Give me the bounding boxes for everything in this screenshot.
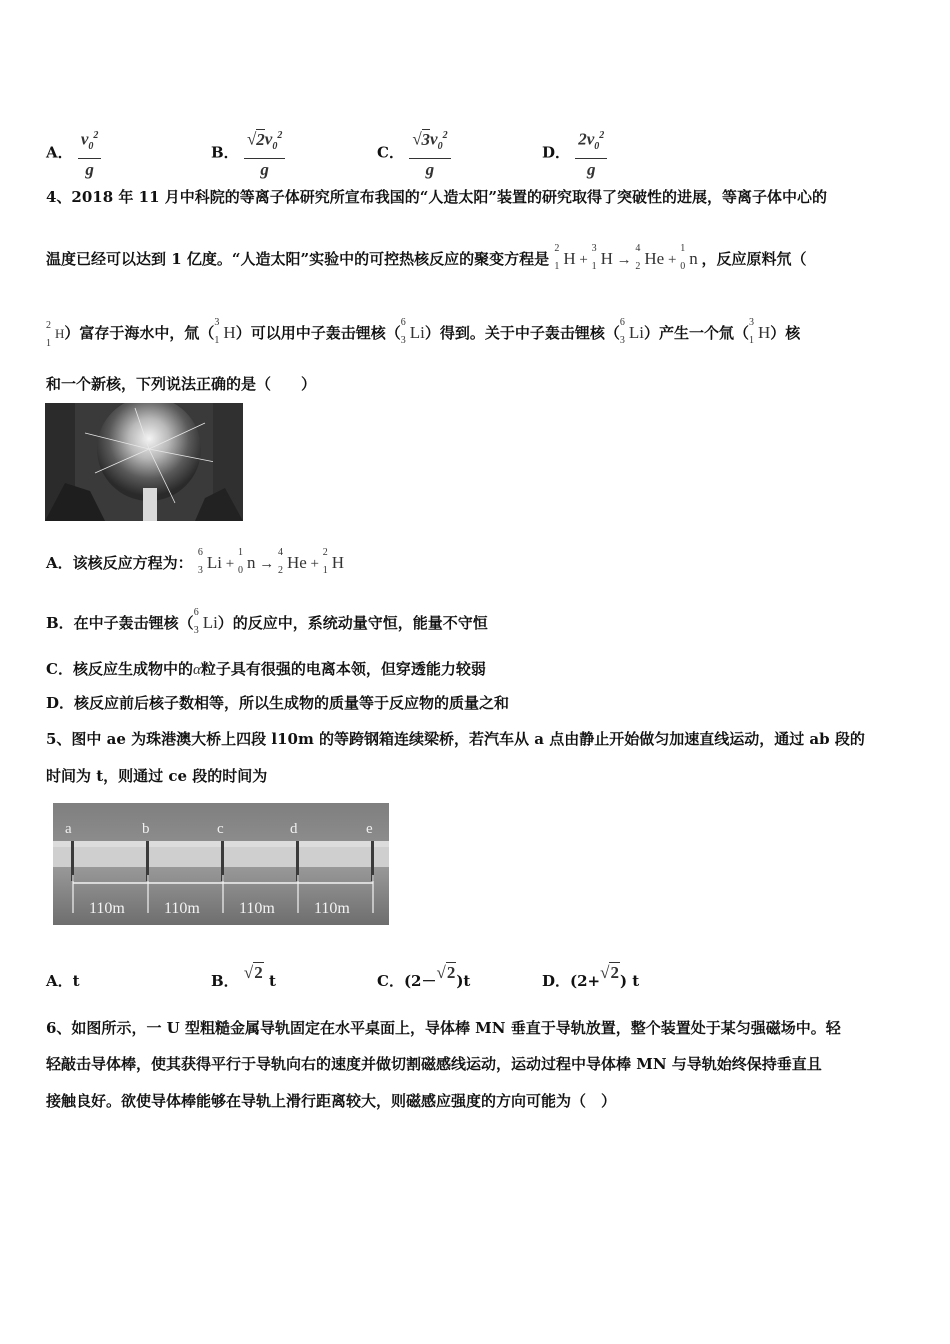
q5-option-c: C．(2－√2)t xyxy=(377,963,471,990)
q3-option-a: A． $\frac{v_0^2}{g}$ xyxy=(46,126,101,181)
plasma-ball-photo xyxy=(45,403,243,521)
q3-option-c-formula: $\frac{√3v_0^2}{g}$ xyxy=(409,126,450,181)
span-label-3: 110m xyxy=(239,900,275,917)
bridge-photo xyxy=(53,803,389,925)
q6-line-2: 轻敲击导体棒，使其获得平行于导轨向右的速度并做切割磁感线运动，运动过程中导体棒 MN 与导轨始终保持垂直且 xyxy=(46,1055,822,1073)
q5-line-2: 时间为 t，则通过 ce 段的时间为 xyxy=(46,767,268,785)
q4-option-a: A．该核反应方程为： 6 3 Li + 1 0 n → 4 2 He + 2 1 H xyxy=(46,547,345,576)
q3-option-d-formula: $\frac{2v_0^2}{g}$ xyxy=(575,126,607,181)
q3-option-b: B． $\frac{√2v_0^2}{g}$ xyxy=(211,126,285,181)
span-label-2: 110m xyxy=(164,900,200,917)
option-a-equation: 6 3 Li + 1 0 n → 4 2 He + 2 1 H xyxy=(197,547,345,576)
bridge-point-a: a xyxy=(65,821,72,837)
q4-line-2: 温度已经可以达到 1 亿度。“人造太阳”实验中的可控热核反应的聚变方程是 2 1 H + 3 1 H → 4 2 He + 1 0 n ，反应原料氘（ xyxy=(46,243,807,272)
q4-line-4: 和一个新核，下列说法正确的是（ ） xyxy=(46,375,317,393)
q3-option-a-formula: $\frac{v_0^2}{g}$ xyxy=(78,126,102,181)
q4-option-b: B．在中子轰击锂核（ 6 3 Li）的反应中，系统动量守恒，能量不守恒 xyxy=(46,607,488,636)
q5-option-b: B． √2 t xyxy=(211,963,276,990)
q6-line-1: 6、如图所示，一 U 型粗糙金属导轨固定在水平桌面上，导体棒 MN 垂直于导轨放置，整个装置处于某匀强磁场中。轻 xyxy=(46,1019,841,1037)
q3-option-c: C． $\frac{√3v_0^2}{g}$ xyxy=(377,126,451,181)
q4-line-1: 4、2018 年 11 月中科院的等离子体研究所宣布我国的“人造太阳”装置的研究取得了突破性的进展，等离子体中心的 xyxy=(46,188,827,206)
q5-line-1: 5、图中 ae 为珠港澳大桥上四段 l10m 的等跨钢箱连续梁桥，若汽车从 a 点由静止开始做匀加速直线运动，通过 ab 段的 xyxy=(46,730,865,748)
q4-option-d: D．核反应前后核子数相等，所以生成物的质量等于反应物的质量之和 xyxy=(46,694,510,712)
q4-line-3: 2 1 H）富存于海水中，氚（ 3 1 H）可以用中子轰击锂核（ 6 3 Li）得到。关于中子轰击锂核（ 6 3 Li）产生一个氚（ 3 1 H）核 xyxy=(46,317,801,349)
q6-line-3: 接触良好。欲使导体棒能够在导轨上滑行距离较大，则磁感应强度的方向可能为（ ） xyxy=(46,1092,617,1110)
q5-option-d: D．(2+√2) t xyxy=(542,963,640,990)
q5-option-a: A．t xyxy=(46,972,80,990)
bridge-point-e: e xyxy=(366,821,373,837)
q3-option-b-formula: $\frac{√2v_0^2}{g}$ xyxy=(244,126,285,181)
span-label-4: 110m xyxy=(314,900,350,917)
q3-option-d: D． $\frac{2v_0^2}{g}$ xyxy=(542,126,607,181)
span-label-1: 110m xyxy=(89,900,125,917)
q4-option-c: C．核反应生成物中的α粒子具有很强的电离本领，但穿透能力较弱 xyxy=(46,660,486,678)
bridge-point-b: b xyxy=(142,821,150,837)
bridge-point-c: c xyxy=(217,821,224,837)
fusion-equation: 2 1 H + 3 1 H → 4 2 He + 1 0 n xyxy=(554,243,698,272)
bridge-point-d: d xyxy=(290,821,298,837)
